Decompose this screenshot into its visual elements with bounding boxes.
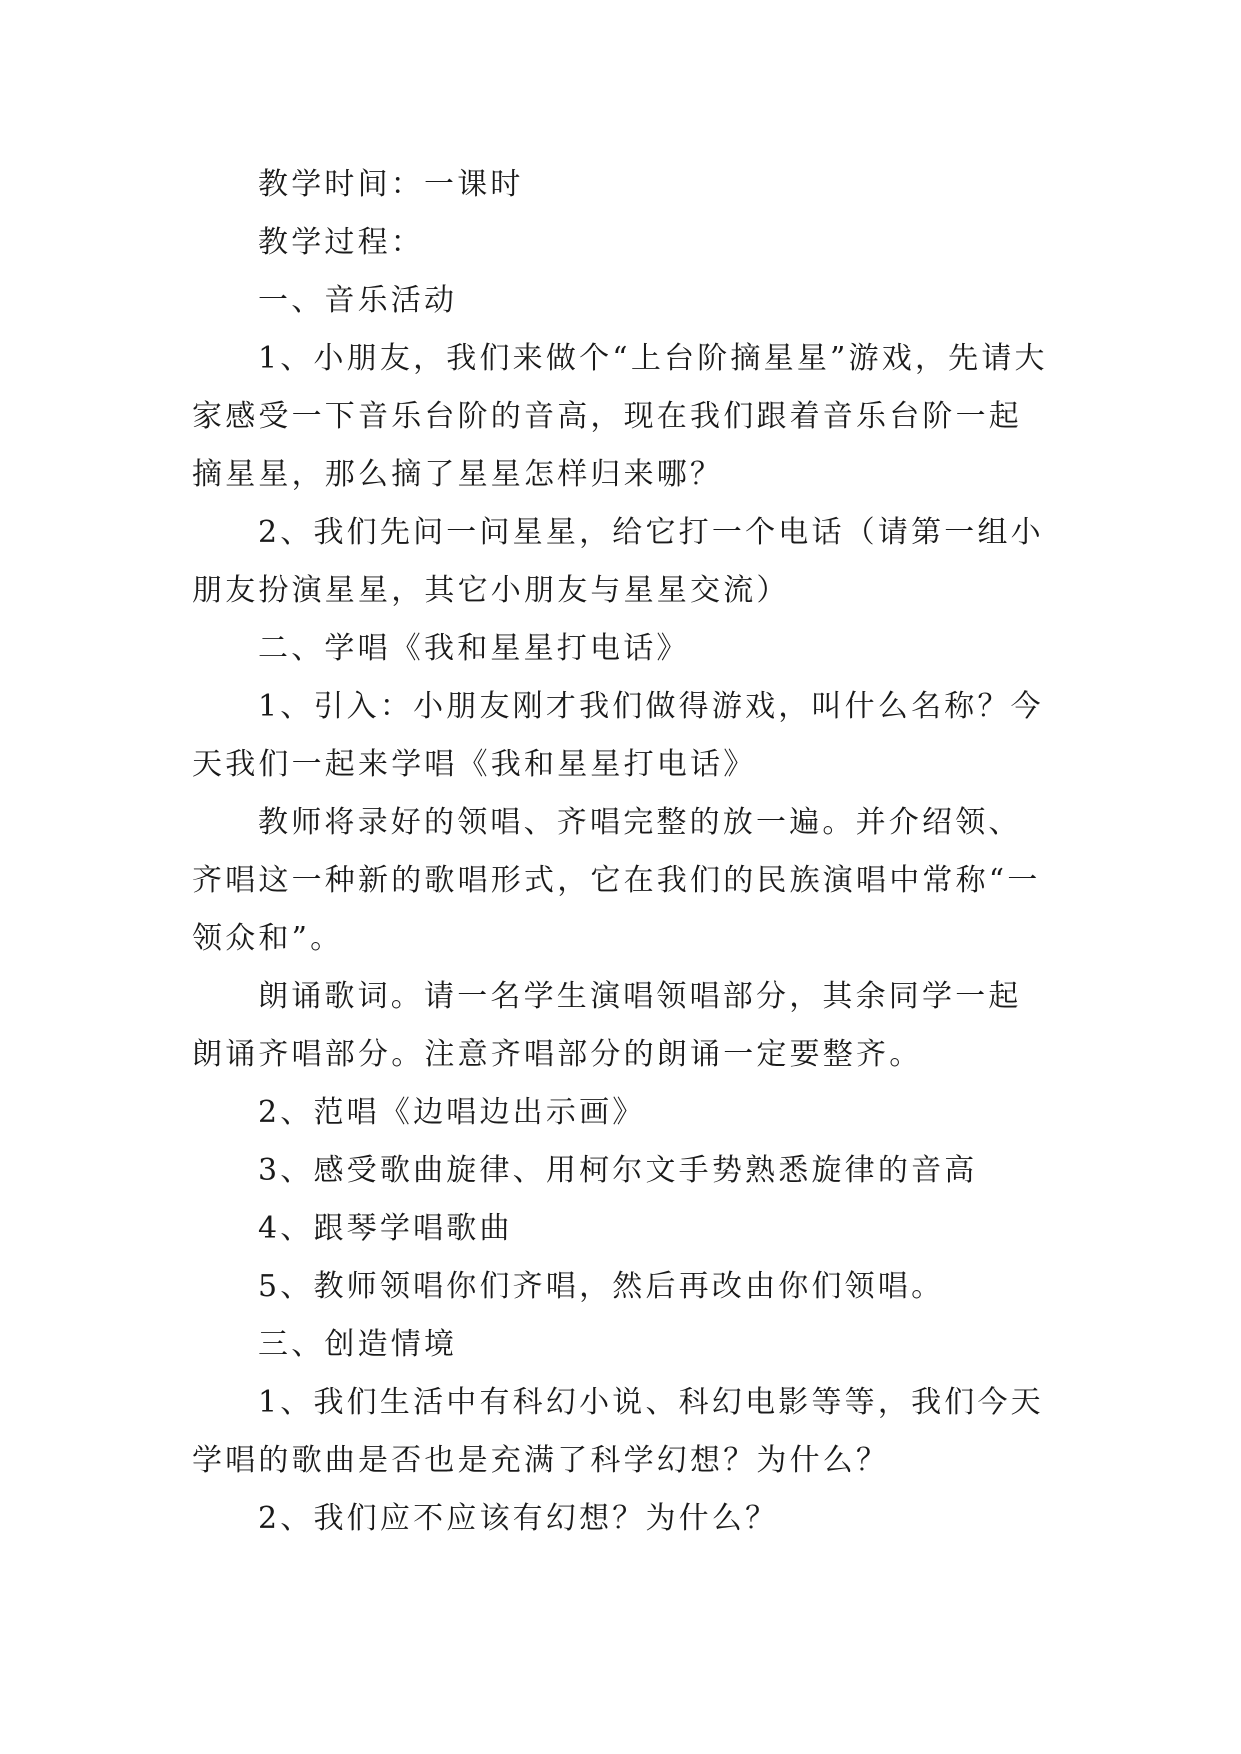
paragraph-sci-fi-question: 1、我们生活中有科幻小说、科幻电影等等，我们今天学唱的歌曲是否也是充满了科学幻想？为什么？ bbox=[192, 1385, 1044, 1478]
paragraph-model-singing: 2、范唱《边唱边出示画》 bbox=[258, 1095, 646, 1130]
paragraph-lead-singing: 5、教师领唱你们齐唱，然后再改由你们领唱。 bbox=[258, 1269, 945, 1304]
paragraph-step-2-phone: 2、我们先问一问星星，给它打一个电话（请第一组小朋友扮演星星，其它小朋友与星星交流） bbox=[192, 515, 1044, 608]
paragraph-teacher-play: 教师将录好的领唱、齐唱完整的放一遍。并介绍领、齐唱这一种新的歌唱形式，它在我们的民族演唱中常称“一领众和”。 bbox=[192, 805, 1041, 956]
document-body bbox=[192, 156, 1050, 1548]
section-heading-learn-song: 二、学唱《我和星星打电话》 bbox=[258, 631, 690, 666]
section-heading-music-activity: 一、音乐活动 bbox=[258, 283, 458, 318]
paragraph-teaching-process: 教学过程： bbox=[258, 225, 424, 260]
section-heading-create-scene: 三、创造情境 bbox=[258, 1327, 458, 1362]
paragraph-fantasy-question: 2、我们应不应该有幻想？为什么？ bbox=[258, 1501, 779, 1536]
paragraph-teaching-time: 教学时间：一课时 bbox=[258, 167, 524, 202]
paragraph-intro: 1、引入：小朋友刚才我们做得游戏，叫什么名称？今天我们一起来学唱《我和星星打电话》 bbox=[192, 689, 1044, 782]
paragraph-step-1-game: 1、小朋友，我们来做个“上台阶摘星星”游戏，先请大家感受一下音乐台阶的音高，现在我们跟着音乐台阶一起摘星星，那么摘了星星怎样归来哪？ bbox=[192, 341, 1048, 492]
paragraph-feel-melody: 3、感受歌曲旋律、用柯尔文手势熟悉旋律的音高 bbox=[258, 1153, 978, 1188]
paragraph-recite-lyrics: 朗诵歌词。请一名学生演唱领唱部分，其余同学一起朗诵齐唱部分。注意齐唱部分的朗诵一定要整齐。 bbox=[192, 979, 1022, 1072]
paragraph-piano-singing: 4、跟琴学唱歌曲 bbox=[258, 1211, 513, 1246]
